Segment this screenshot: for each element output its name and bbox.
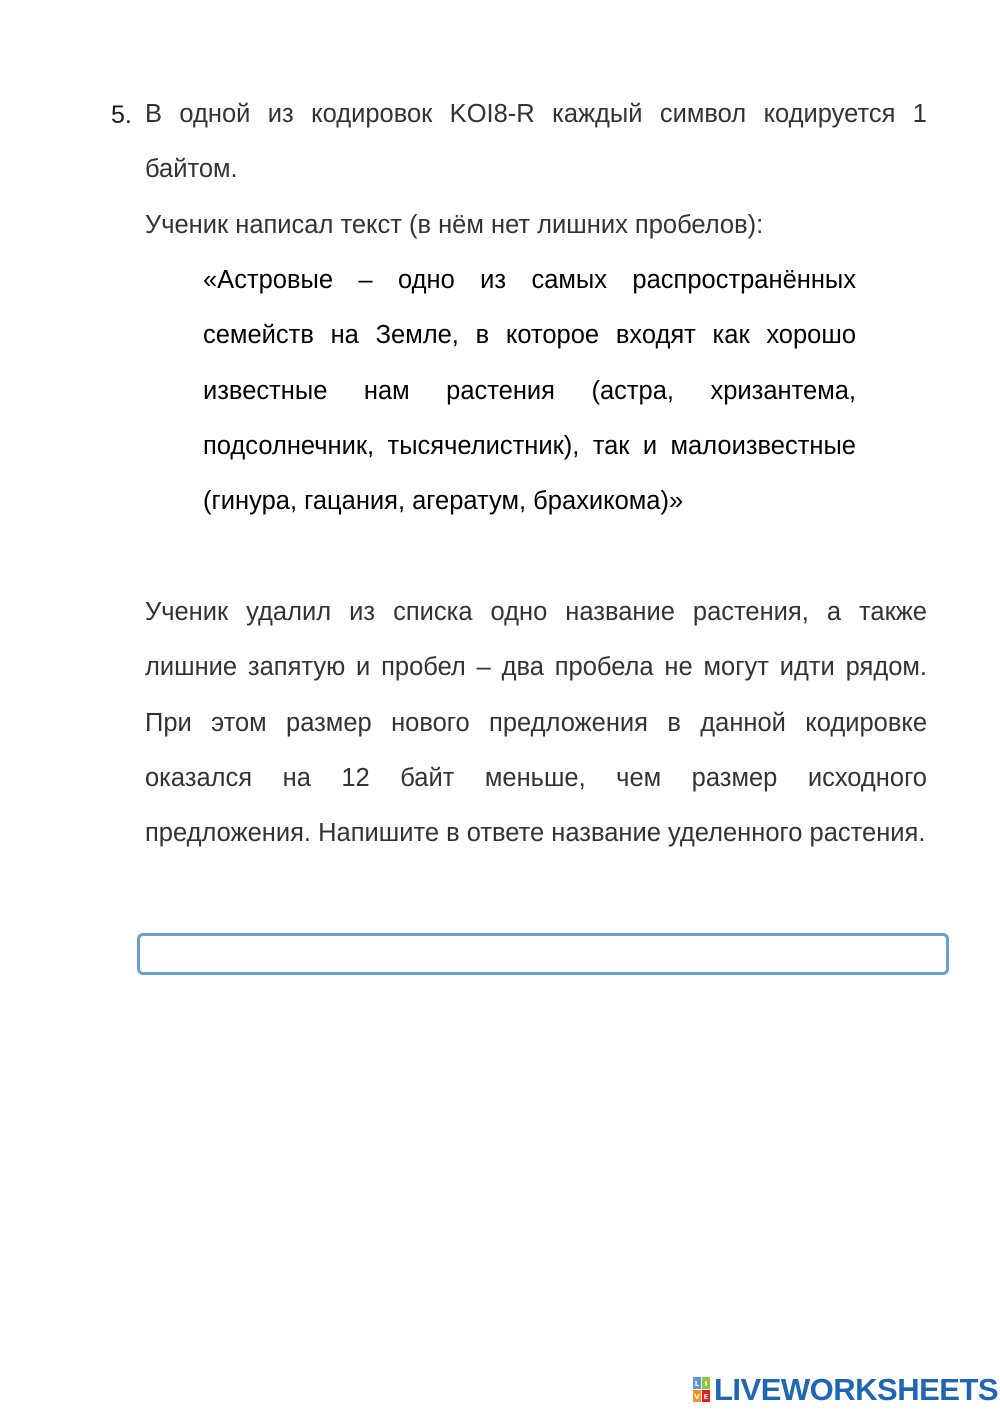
answer-input[interactable]	[137, 933, 949, 975]
liveworksheets-logo-icon	[693, 1377, 711, 1403]
task-student-line: Ученик написал текст (в нём нет лишних пробелов):	[145, 211, 764, 239]
svg-text:V: V	[694, 1393, 700, 1401]
brand-footer	[693, 1374, 998, 1406]
svg-text:I: I	[704, 1380, 708, 1388]
task-paragraph: Ученик удалил из списка одно название растения, а также лишние запятую и пробел – два пробела не могут идти рядом. При этом размер нового предложения в данной кодировке оказался на 12 байт меньше, чем размер исходного предложения. Напишите в ответе название уделенного растения.	[145, 598, 927, 848]
task-intro: В одной из кодировок KOI8-R каждый символ кодируется 1 байтом.	[145, 100, 927, 184]
task-quote: «Астровые – одно из самых распространённых семейств на Земле, в которое входят как хорошо известные нам растения (астра, хризантема, подсолнечник, тысячелистник), так и малоизвестные (гинура, гацания, агератум, брахикома)»	[203, 266, 856, 516]
brand-name: LIVEWORKSHEETS	[714, 1372, 999, 1407]
svg-text:L: L	[694, 1380, 700, 1388]
question-number: 5.	[111, 101, 132, 129]
svg-text:E: E	[703, 1393, 709, 1401]
